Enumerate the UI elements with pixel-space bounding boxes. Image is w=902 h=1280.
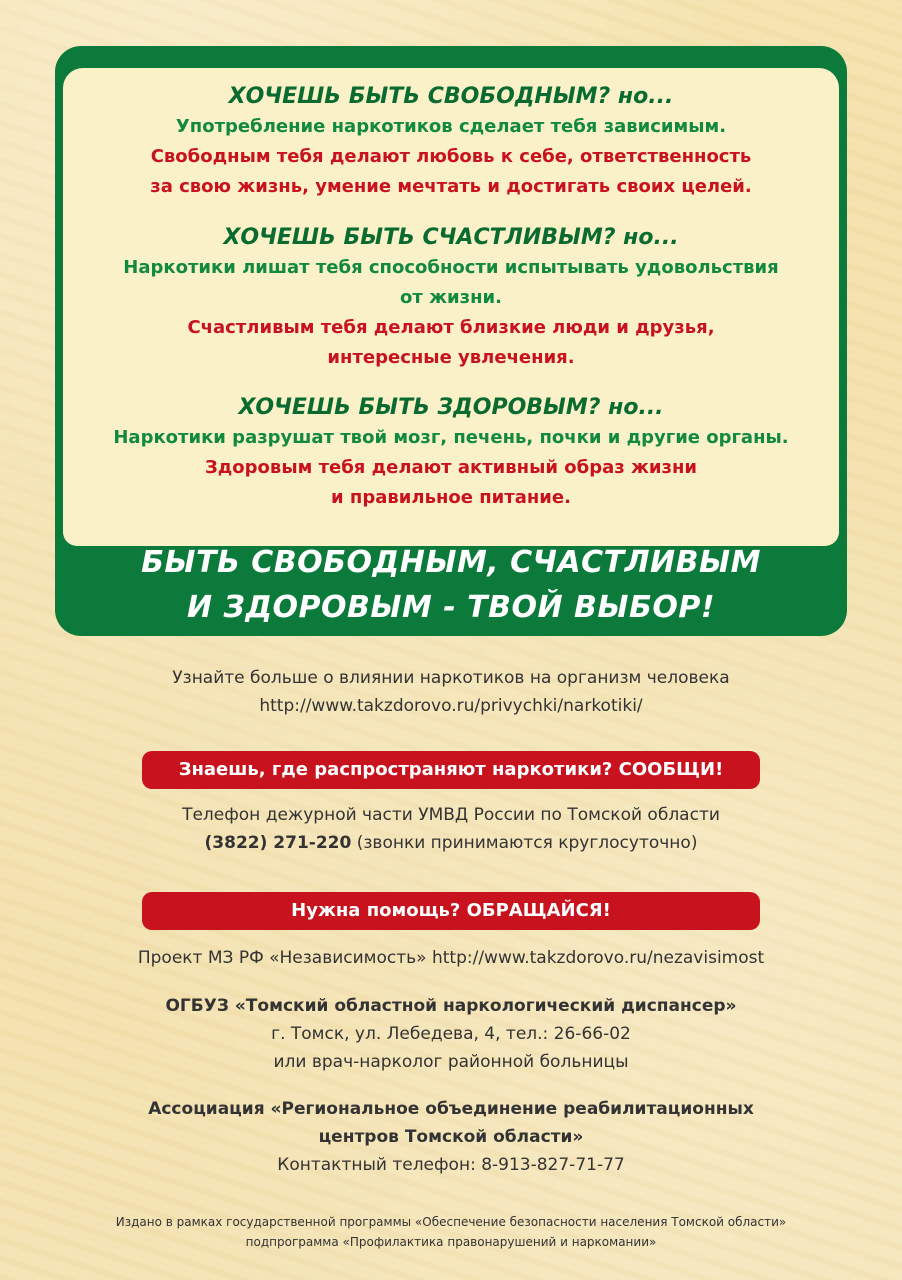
section-free <box>63 82 839 202</box>
section-consequence: Употребление наркотиков сделает тебя зависимым. <box>175 116 727 137</box>
dispensary-address: г. Томск, ул. Лебедева, 4, тел.: 26-66-02 <box>271 1024 631 1044</box>
section-title: ХОЧЕШЬ БЫТЬ ЗДОРОВЫМ? но... <box>238 395 664 420</box>
report-bar: Знаешь, где распространяют наркотики? СООБЩИ! <box>142 751 760 789</box>
dispensary-name: ОГБУЗ «Томский областной наркологический диспансер» <box>165 996 737 1016</box>
association-name: Ассоциация «Региональное объединение реабилитационных <box>148 1099 754 1119</box>
footer <box>0 1212 902 1252</box>
footer-line: Издано в рамках государственной программы «Обеспечение безопасности населения Томской области» <box>115 1215 787 1229</box>
association-block <box>0 1095 902 1179</box>
police-phone-note: (звонки принимаются круглосуточно) <box>356 833 698 853</box>
section-advice: и правильное питание. <box>331 487 571 508</box>
section-advice: за свою жизнь, умение мечтать и достигать своих целей. <box>150 176 752 197</box>
learn-more <box>0 664 902 720</box>
choice-banner <box>55 530 847 636</box>
message-box <box>55 46 847 636</box>
police-contact <box>0 801 902 857</box>
police-phone: (3822) 271-220 <box>204 833 352 853</box>
section-title: ХОЧЕШЬ БЫТЬ СВОБОДНЫМ? но... <box>228 84 674 109</box>
section-advice: Счастливым тебя делают близкие люди и друзья, <box>187 317 715 338</box>
learn-more-link[interactable]: http://www.takzdorovo.ru/privychki/narkotiki/ <box>259 696 643 716</box>
help-bar: Нужна помощь? ОБРАЩАЙСЯ! <box>142 892 760 930</box>
association-name: центров Томской области» <box>318 1127 584 1147</box>
association-phone: Контактный телефон: 8-913-827-71-77 <box>277 1155 625 1175</box>
section-healthy <box>63 393 839 513</box>
learn-more-text: Узнайте больше о влиянии наркотиков на организм человека <box>172 668 730 688</box>
section-advice: интересные увлечения. <box>327 347 575 368</box>
section-title: ХОЧЕШЬ БЫТЬ СЧАСТЛИВЫМ? но... <box>223 225 679 250</box>
section-consequence: Наркотики лишат тебя способности испытывать удовольствия <box>123 257 779 278</box>
section-advice: Здоровым тебя делают активный образ жизни <box>204 457 697 478</box>
section-consequence: Наркотики разрушат твой мозг, печень, почки и другие органы. <box>113 427 789 448</box>
project-line: Проект МЗ РФ «Независимость» http://www.takzdorovo.ru/nezavisimost <box>137 948 765 968</box>
section-consequence: от жизни. <box>400 287 502 308</box>
banner-line: БЫТЬ СВОБОДНЫМ, СЧАСТЛИВЫМ <box>141 545 761 580</box>
police-phone-line <box>0 829 902 857</box>
dispensary-alt: или врач-нарколог районной больницы <box>273 1052 629 1072</box>
footer-line: подпрограмма «Профилактика правонарушений и наркомании» <box>245 1235 657 1249</box>
message-panel <box>63 68 839 546</box>
banner-line: И ЗДОРОВЫМ - ТВОЙ ВЫБОР! <box>186 590 716 625</box>
police-line: Телефон дежурной части УМВД России по Томской области <box>182 805 720 825</box>
section-advice: Свободным тебя делают любовь к себе, ответственность <box>150 146 752 167</box>
dispensary-block <box>0 992 902 1076</box>
section-happy <box>63 223 839 373</box>
